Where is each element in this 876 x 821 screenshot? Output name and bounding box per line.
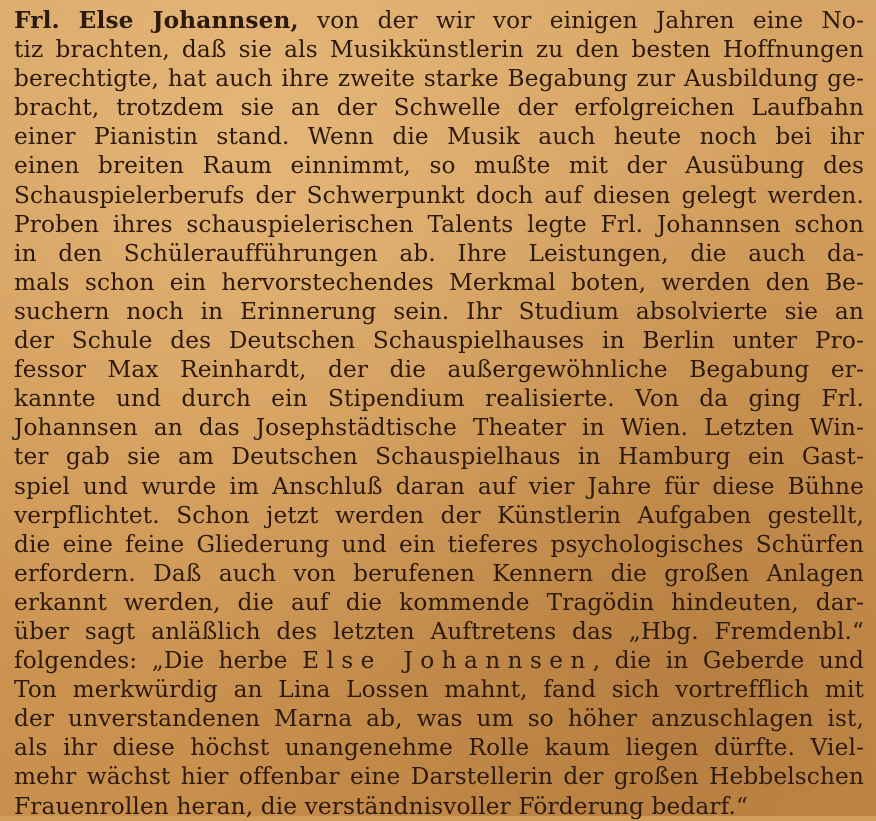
article-line: fessor Max Reinhardt, der die außergewöhnliche Begabung er-: [14, 356, 864, 384]
quoted-name: Else Johannsen: [302, 647, 593, 675]
quote-intro: folgendes: „Die herbe: [14, 647, 303, 675]
article-line: mehr wächst hier offenbar eine Darstellerin der großen Hebbelschen: [14, 763, 864, 791]
article-line: suchern noch in Erinnerung sein. Ihr Studium absolvierte sie an: [14, 297, 864, 325]
quote-continuation: , die in Geberde und: [592, 647, 864, 675]
article-line: tiz brachten, daß sie als Musikkünstlerin zu den besten Hoffnungen: [14, 36, 864, 64]
article-last-line: Frauenrollen heran, die verständnisvoller Förderung bedarf.“: [14, 792, 749, 820]
article-line: einer Pianistin stand. Wenn die Musik auch heute noch bei ihr: [14, 123, 864, 151]
article-line: Ton merkwürdig an Lina Lossen mahnt, fand sich vortrefflich mit: [14, 676, 864, 704]
article-line: kannte und durch ein Stipendium realisierte. Von da ging Frl.: [14, 385, 864, 413]
article-line: der unverstandenen Marna ab, was um so höher anzuschlagen ist,: [14, 705, 864, 733]
article-line-rest: von der wir vor einigen Jahren eine No-: [298, 7, 864, 34]
article-line: Johannsen an das Josephstädtische Theater in Wien. Letzten Win-: [14, 414, 864, 442]
article-line: ter gab sie am Deutschen Schauspielhaus in Hamburg ein Gast-: [14, 443, 864, 471]
article-line: bracht, trotzdem sie an der Schwelle der erfolgreichen Laufbahn: [14, 94, 864, 122]
article-line: mals schon ein hervorstechendes Merkmal boten, werden den Be-: [14, 268, 864, 296]
article-line: in den Schüleraufführungen ab. Ihre Leistungen, die auch da-: [14, 239, 864, 267]
article-line: über sagt anläßlich des letzten Auftretens das „Hbg. Fremdenbl.“: [14, 617, 864, 645]
article-line: Schauspielerberufs der Schwerpunkt doch auf diesen gelegt werden.: [14, 181, 864, 209]
article-line: einen breiten Raum einnimmt, so mußte mit der Ausübung des: [14, 152, 864, 180]
article-line: berechtigte, hat auch ihre zweite starke Begabung zur Ausbildung ge-: [14, 65, 864, 93]
article-line: verpflichtet. Schon jetzt werden der Künstlerin Aufgaben gestellt,: [14, 501, 864, 529]
article-line: spiel und wurde im Anschluß daran auf vier Jahre für diese Bühne: [14, 472, 864, 500]
article-line: Proben ihres schauspielerischen Talents legte Frl. Johannsen schon: [14, 210, 864, 238]
article-line: als ihr diese höchst unangenehme Rolle kaum liegen dürfte. Viel-: [14, 734, 864, 762]
article-line: erkannt werden, die auf die kommende Tragödin hindeuten, dar-: [14, 588, 864, 616]
article-line: die eine feine Gliederung und ein tieferes psychologisches Schürfen: [14, 530, 864, 558]
article-line: erfordern. Daß auch von berufenen Kennern die großen Anlagen: [14, 559, 864, 587]
article-line: [14, 646, 864, 675]
lead-name: Frl. Else Johannsen,: [14, 7, 299, 34]
article-line: [14, 6, 864, 35]
article-line: der Schule des Deutschen Schauspielhauses in Berlin unter Pro-: [14, 327, 864, 355]
article-text: [14, 6, 864, 821]
